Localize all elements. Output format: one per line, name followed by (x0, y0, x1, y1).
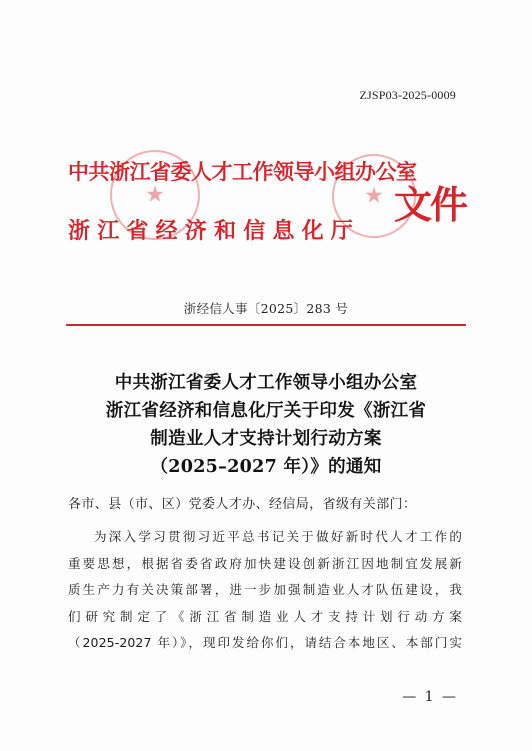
document-number: 浙经信人事〔2025〕283 号 (183, 301, 349, 316)
body-line: 质生产力有关决策部署，进一步加强制造业人才队伍建设，我 (68, 582, 462, 597)
body-line: 重要思想，根据省委省政府加快建设创新浙江因地制宜发展新 (68, 555, 462, 571)
issuer-name-1: 中共浙江省委人才工作领导小组办公室 (68, 159, 417, 184)
title-line: 中共浙江省委人才工作领导小组办公室 (114, 373, 418, 393)
body-line: 们研究制定了《浙江省制造业人才支持计划行动方案 (68, 608, 462, 624)
document-code: ZJSP03-2025-0009 (359, 88, 456, 102)
red-separator-line (66, 324, 466, 326)
body-line: （2025-2027 年）》，现印发给你们，请结合本地区、本部门实 (68, 635, 462, 650)
official-seal-left: ★ (110, 150, 200, 240)
document-label: 文件 (394, 182, 467, 227)
issuer-name-2: 浙江省经济和信息化厅 (68, 219, 361, 244)
body-line: 为深入学习贯彻习近平总书记关于做好新时代人才工作的 (94, 529, 462, 544)
official-seal-right: ★ (332, 154, 416, 238)
title-line: 浙江省经济和信息化厅关于印发《浙江省 (105, 401, 427, 421)
title-line: 制造业人才支持计划行动方案 (150, 429, 382, 449)
red-header (68, 150, 468, 260)
body-paragraph (68, 524, 462, 657)
document-title (0, 369, 532, 481)
page-number: — 1 — (402, 689, 458, 705)
title-line: （2025–2027 年）》的通知 (150, 457, 382, 477)
salutation: 各市、县（市、区）党委人才办、经信局，省级有关部门： (68, 497, 417, 512)
